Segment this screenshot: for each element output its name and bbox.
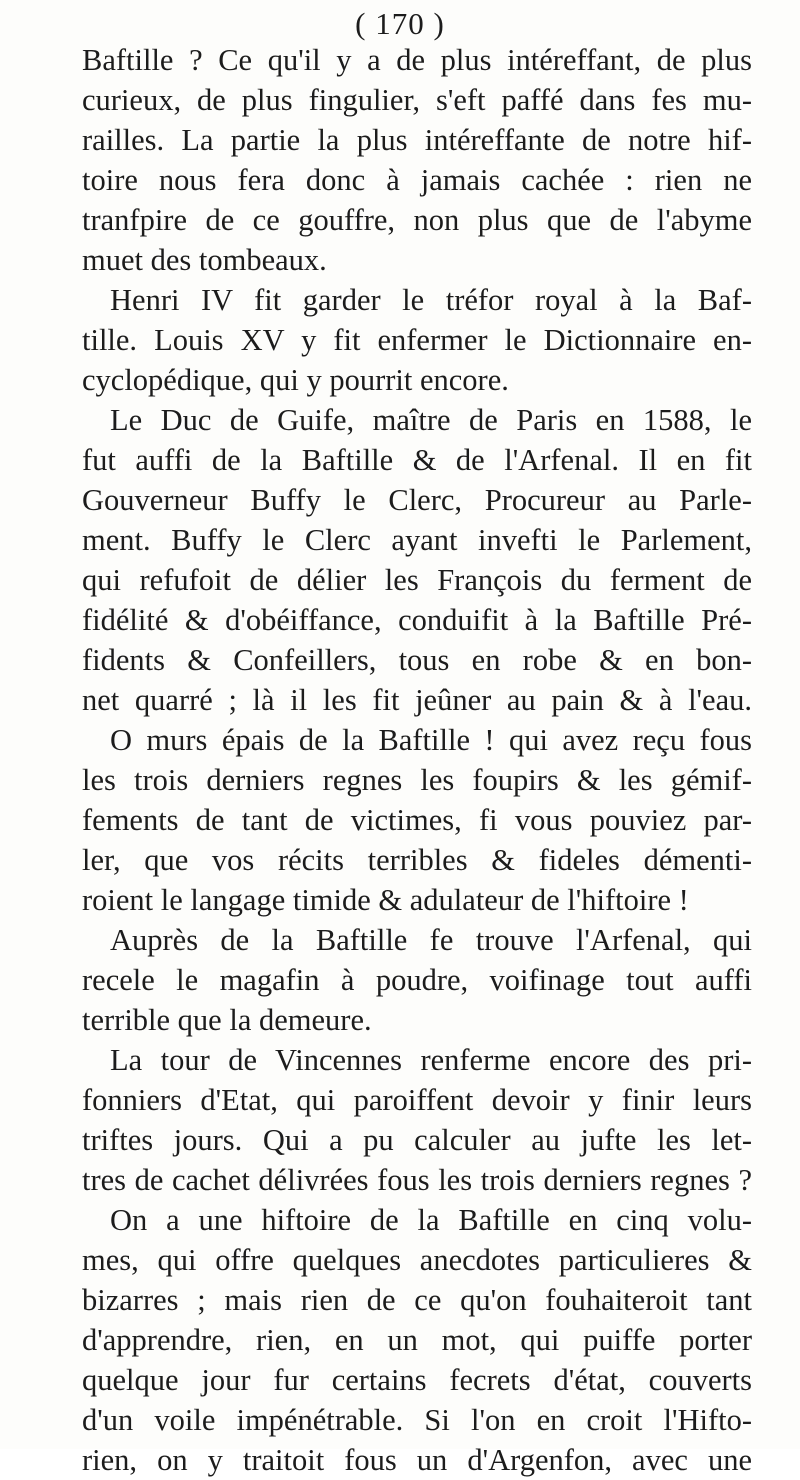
text-line: d'apprendre, rien, en un mot, qui puiffe porter: [82, 1323, 752, 1357]
text-line: Baftille ? Ce qu'il y a de plus intéreffant, de plus: [82, 43, 752, 77]
text-line: fonniers d'Etat, qui paroiffent devoir y finir leurs: [82, 1083, 752, 1117]
text-line: toire nous fera donc à jamais cachée : rien ne: [82, 163, 752, 197]
text-line: tranfpire de ce gouffre, non plus que de l'abyme: [82, 203, 752, 237]
text-line: tille. Louis XV y fit enfermer le Dictionnaire en-: [82, 323, 752, 357]
text-line: net quarré ; là il les fit jeûner au pain & à l'eau.: [82, 683, 752, 717]
text-line: O murs épais de la Baftille ! qui avez reçu fous: [110, 723, 752, 757]
text-line: cyclopédique, qui y pourrit encore.: [82, 363, 509, 397]
text-line: curieux, de plus fingulier, s'eft paffé dans fes mu-: [82, 83, 752, 117]
text-line: tres de cachet délivrées fous les trois derniers regnes ?: [82, 1163, 752, 1197]
text-line: recele le magafin à poudre, voifinage tout auffi: [82, 963, 752, 997]
text-line: ler, que vos récits terribles & fideles démenti-: [82, 843, 752, 877]
text-line: Auprès de la Baftille fe trouve l'Arfenal, qui: [110, 923, 752, 957]
text-line: triftes jours. Qui a pu calculer au jufte les let-: [82, 1123, 752, 1157]
text-line: railles. La partie la plus intéreffante de notre hif-: [82, 123, 752, 157]
body-text: [82, 40, 752, 1480]
page-number: ( 170 ): [355, 6, 445, 41]
text-line: qui refufoit de délier les François du ferment de: [82, 563, 752, 597]
text-line: rien, on y traitoit fous un d'Argenfon, avec une: [82, 1443, 752, 1477]
text-line: Henri IV fit garder le tréfor royal à la Baf-: [110, 283, 752, 317]
text-line: fements de tant de victimes, fi vous pouviez par-: [82, 803, 752, 837]
text-line: d'un voile impénétrable. Si l'on en croit l'Hifto-: [82, 1403, 752, 1437]
text-line: fut auffi de la Baftille & de l'Arfenal. Il en fit: [82, 443, 752, 477]
text-line: bizarres ; mais rien de ce qu'on fouhaiteroit tant: [82, 1283, 752, 1317]
text-line: La tour de Vincennes renferme encore des pri-: [110, 1043, 752, 1077]
text-line: mes, qui offre quelques anecdotes particulieres &: [82, 1243, 752, 1277]
text-line: muet des tombeaux.: [82, 243, 327, 277]
text-line: les trois derniers regnes les foupirs & les gémif-: [82, 763, 752, 797]
text-line: ment. Buffy le Clerc ayant invefti le Parlement,: [82, 523, 752, 557]
text-line: fidents & Confeillers, tous en robe & en bon-: [82, 643, 752, 677]
text-line: Le Duc de Guife, maître de Paris en 1588, le: [110, 403, 752, 437]
text-line: terrible que la demeure.: [82, 1003, 372, 1037]
text-line: Gouverneur Buffy le Clerc, Procureur au Parle-: [82, 483, 752, 517]
text-line: roient le langage timide & adulateur de l'hiftoire !: [82, 883, 689, 917]
text-line: On a une hiftoire de la Baftille en cinq volu-: [110, 1203, 752, 1237]
text-line: fidélité & d'obéiffance, conduifit à la Baftille Pré-: [82, 603, 752, 637]
text-line: quelque jour fur certains fecrets d'état, couverts: [82, 1363, 752, 1397]
